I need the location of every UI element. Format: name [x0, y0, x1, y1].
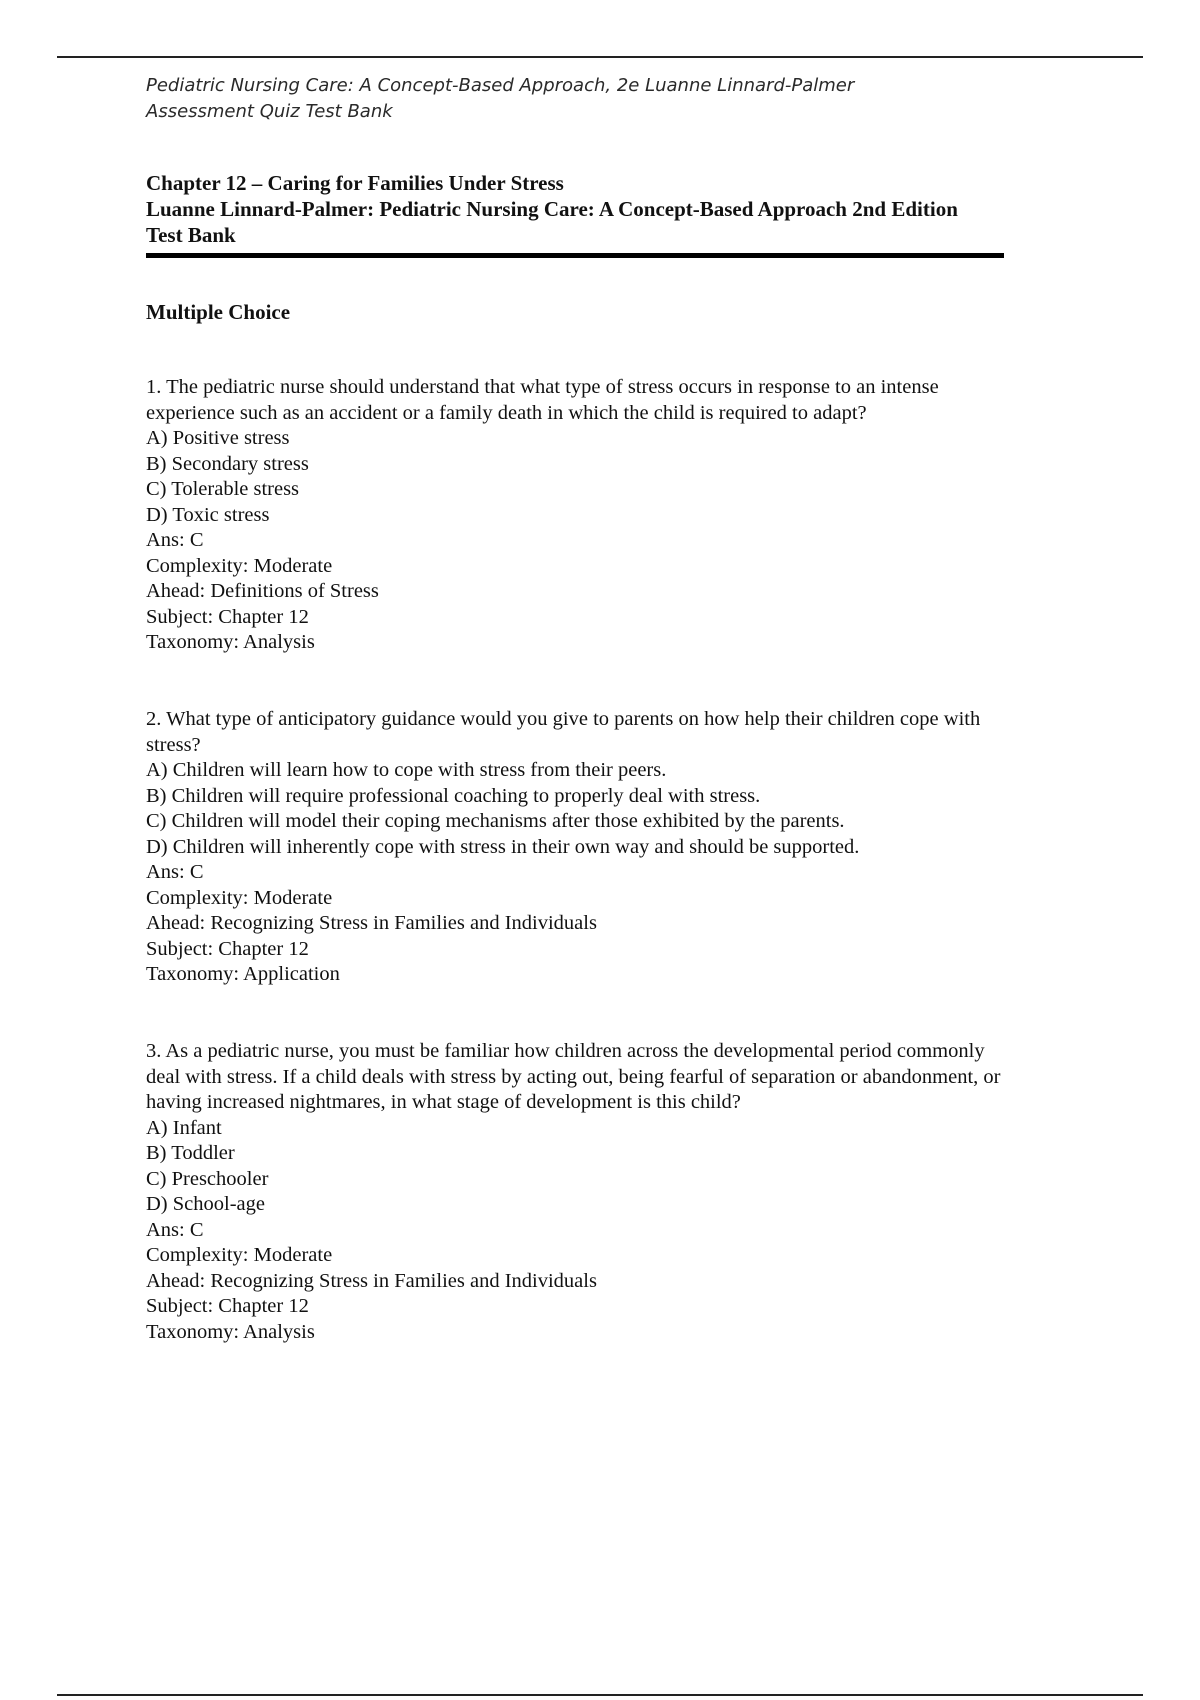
answer-key: Ans: C [146, 1218, 204, 1241]
question-3 [146, 1039, 1086, 1345]
bottom-divider [57, 1694, 1143, 1696]
subject: Subject: Chapter 12 [146, 605, 309, 628]
section-heading: Multiple Choice [146, 300, 291, 324]
subject: Subject: Chapter 12 [146, 1295, 309, 1317]
test-bank-label: Test Bank [146, 223, 236, 247]
question-stem-line: deal with stress. If a child deals with stress by acting out, being fearful of separation or abandonment, or [146, 1065, 1001, 1088]
answer-option-b: B) Toddler [146, 1142, 235, 1164]
ahead-topic: Ahead: Definitions of Stress [146, 580, 379, 602]
subject: Subject: Chapter 12 [146, 937, 309, 960]
complexity: Complexity: Moderate [146, 1244, 333, 1266]
question-stem-line: having increased nightmares, in what stage of development is this child? [146, 1091, 741, 1113]
chapter-title: Chapter 12 – Caring for Families Under Stress [146, 171, 564, 195]
chapter-divider [146, 253, 1004, 258]
top-divider [57, 56, 1143, 58]
answer-option-c: C) Tolerable stress [146, 478, 300, 500]
answer-option-d: D) Children will inherently cope with stress in their own way and should be supported. [146, 835, 860, 858]
ahead-topic: Ahead: Recognizing Stress in Families and Individuals [146, 1269, 597, 1292]
answer-option-b: B) Children will require professional coaching to properly deal with stress. [146, 784, 761, 807]
complexity: Complexity: Moderate [146, 554, 333, 577]
answer-option-d: D) School-age [146, 1193, 265, 1215]
book-title: Luanne Linnard-Palmer: Pediatric Nursing Care: A Concept-Based Approach 2nd Edition [146, 197, 958, 221]
answer-option-d: D) Toxic stress [146, 503, 270, 526]
question-2 [146, 707, 1086, 988]
question-stem-line: 1. The pediatric nurse should understand that what type of stress occurs in response to an intense [146, 376, 939, 398]
answer-key: Ans: C [146, 861, 204, 883]
answer-option-a: A) Positive stress [146, 427, 290, 449]
answer-option-b: B) Secondary stress [146, 452, 309, 475]
answer-option-c: C) Preschooler [146, 1167, 269, 1190]
question-stem-line: stress? [146, 733, 201, 756]
ahead-topic: Ahead: Recognizing Stress in Families and Individuals [146, 912, 597, 934]
question-stem-line: experience such as an accident or a family death in which the child is required to adapt? [146, 401, 867, 424]
answer-option-a: A) Children will learn how to cope with stress from their peers. [146, 759, 667, 781]
header-line-1: Pediatric Nursing Care: A Concept-Based Approach, 2e Luanne Linnard-Palmer [146, 75, 855, 96]
chapter-title-block [146, 170, 1006, 248]
answer-option-c: C) Children will model their coping mechanisms after those exhibited by the parents. [146, 810, 845, 832]
taxonomy: Taxonomy: Application [146, 963, 340, 985]
question-stem-line: 2. What type of anticipatory guidance would you give to parents on how help their children cope with [146, 708, 981, 730]
complexity: Complexity: Moderate [146, 886, 333, 909]
question-stem-line: 3. As a pediatric nurse, you must be familiar how children across the developmental period commonly [146, 1040, 985, 1062]
question-1 [146, 375, 1086, 656]
page-header [146, 73, 854, 125]
header-line-2: Assessment Quiz Test Bank [146, 101, 393, 122]
answer-key: Ans: C [146, 529, 204, 551]
taxonomy: Taxonomy: Analysis [146, 1320, 315, 1343]
answer-option-a: A) Infant [146, 1116, 222, 1139]
taxonomy: Taxonomy: Analysis [146, 631, 315, 653]
